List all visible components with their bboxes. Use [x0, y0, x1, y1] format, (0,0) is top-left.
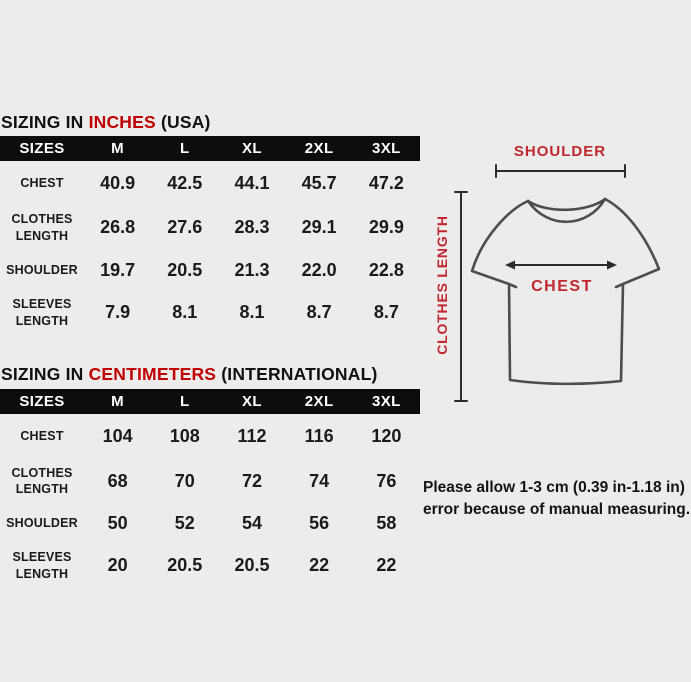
- table-row-chest: [0, 161, 420, 206]
- row-label: CHEST: [20, 176, 64, 191]
- tshirt-neckline-back: [528, 199, 605, 210]
- cell-value: 68: [107, 470, 128, 491]
- column-header-xl: XL: [241, 393, 262, 410]
- table-row-shoulder: [0, 249, 420, 291]
- cell-value: 22: [309, 555, 330, 575]
- cell-value: 120: [371, 426, 402, 446]
- cell-value: 72: [241, 470, 262, 491]
- cell-value: 40.9: [100, 173, 136, 193]
- cell-value: 20.5: [167, 555, 203, 575]
- inches-section-title: [1, 112, 211, 133]
- cell-value: 104: [102, 426, 133, 446]
- chest-diagram-label: CHEST: [531, 278, 593, 295]
- note-line-2: error because of manual measuring.: [423, 501, 691, 518]
- table-row-chest: [0, 414, 420, 459]
- measuring-error-note: [423, 477, 689, 521]
- column-header-xl: XL: [241, 140, 262, 157]
- cell-value: 8.1: [172, 302, 198, 322]
- table-row-sleeves-length: [0, 544, 420, 587]
- table-row-shoulder: [0, 503, 420, 544]
- column-header-l: L: [179, 140, 190, 157]
- shoulder-measure-line: [496, 165, 625, 177]
- row-label: SHOULDER: [6, 262, 78, 277]
- cell-value: 116: [304, 426, 334, 446]
- row-label: SLEEVES LENGTH: [12, 550, 72, 581]
- cell-value: 74: [309, 470, 330, 491]
- cell-value: 52: [174, 513, 195, 533]
- column-header-3xl: 3XL: [371, 140, 401, 157]
- cell-value: 29.1: [301, 217, 337, 237]
- cell-value: 108: [169, 426, 200, 446]
- row-label: CLOTHES LENGTH: [11, 212, 73, 243]
- row-label: SLEEVES LENGTH: [12, 297, 72, 328]
- cell-value: 44.1: [234, 173, 270, 193]
- centimeters-size-table: [0, 389, 420, 587]
- clothes-length-diagram-label: CLOTHES LENGTH: [434, 215, 450, 355]
- cell-value: 8.7: [373, 302, 399, 322]
- cell-value: 20.5: [167, 259, 203, 280]
- tshirt-measurement-diagram: [430, 138, 691, 412]
- column-header-2xl: 2XL: [304, 140, 334, 157]
- cell-value: 27.6: [167, 217, 203, 237]
- title-prefix: SIZING IN: [1, 364, 89, 384]
- cell-value: 58: [376, 513, 397, 533]
- cell-value: 70: [174, 470, 195, 491]
- column-header-3xl: 3XL: [371, 393, 401, 410]
- clothes-length-measure-line: [455, 192, 467, 401]
- cell-value: 22.8: [368, 259, 404, 280]
- centimeters-section-title: [1, 364, 378, 385]
- cell-value: 20.5: [234, 555, 270, 575]
- cell-value: 112: [237, 426, 267, 446]
- column-header-l: L: [179, 393, 190, 410]
- chest-arrowhead-right: [607, 261, 617, 270]
- column-header-m: M: [111, 140, 125, 157]
- column-header-sizes: SIZES: [19, 140, 65, 157]
- cell-value: 29.9: [368, 217, 404, 237]
- table-row-sleeves-length: [0, 291, 420, 334]
- column-header-m: M: [111, 393, 125, 410]
- row-label: CHEST: [20, 429, 64, 444]
- row-label: SHOULDER: [6, 516, 78, 531]
- table-row-clothes-length: [0, 206, 420, 249]
- cell-value: 19.7: [100, 259, 136, 280]
- cell-value: 56: [309, 513, 330, 533]
- cell-value: 28.3: [234, 217, 270, 237]
- cell-value: 47.2: [368, 173, 404, 193]
- cell-value: 21.3: [234, 259, 270, 280]
- column-header-2xl: 2XL: [304, 393, 334, 410]
- cell-value: 26.8: [100, 217, 136, 237]
- column-header-sizes: SIZES: [19, 393, 65, 410]
- chest-arrowhead-left: [505, 261, 515, 270]
- inches-size-table: [0, 136, 420, 334]
- cell-value: 20: [107, 555, 128, 575]
- cell-value: 45.7: [301, 173, 337, 193]
- cell-value: 7.9: [105, 302, 131, 322]
- title-unit: CENTIMETERS: [88, 364, 217, 384]
- row-label: CLOTHES LENGTH: [11, 465, 73, 496]
- title-suffix: (INTERNATIONAL): [216, 364, 378, 384]
- centimeters-table-header-row: [0, 389, 420, 414]
- title-unit: INCHES: [88, 112, 156, 132]
- cell-value: 50: [107, 513, 128, 533]
- cell-value: 76: [376, 470, 397, 491]
- note-line-1: Please allow 1-3 cm (0.39 in-1.18 in): [423, 479, 685, 496]
- cell-value: 22: [376, 555, 397, 575]
- cell-value: 22.0: [301, 259, 337, 280]
- shoulder-diagram-label: SHOULDER: [513, 143, 607, 160]
- cell-value: 54: [241, 513, 262, 533]
- cell-value: 8.7: [306, 302, 332, 322]
- title-suffix: (USA): [155, 112, 211, 132]
- table-row-clothes-length: [0, 459, 420, 503]
- cell-value: 42.5: [167, 173, 203, 193]
- inches-table-header-row: [0, 136, 420, 161]
- cell-value: 8.1: [239, 302, 265, 322]
- title-prefix: SIZING IN: [1, 112, 89, 132]
